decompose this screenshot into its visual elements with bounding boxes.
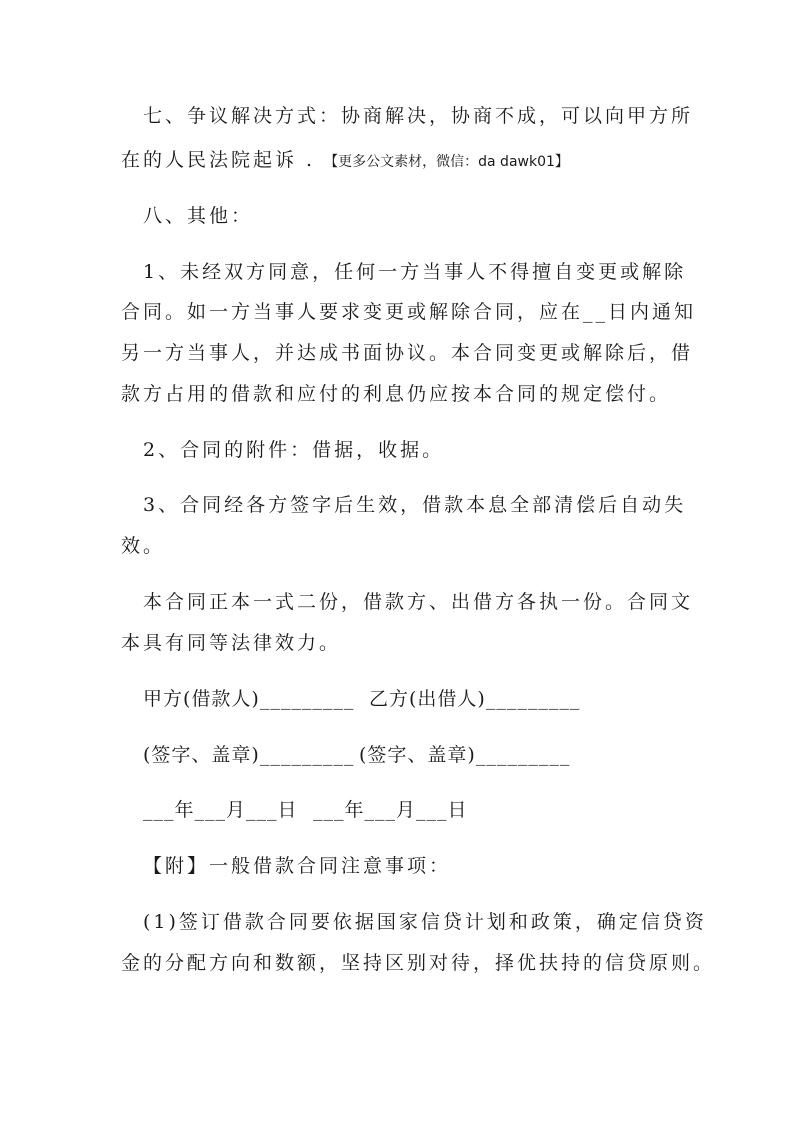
section8-heading: 八、其他： xyxy=(143,205,254,227)
copies-line2: 本具有同等法律效力。 xyxy=(121,632,342,654)
section7-line2 xyxy=(121,147,681,175)
appendix-item1-line1: (1)签订借款合同要依据国家信贷计划和政策，确定信贷资 xyxy=(143,911,707,933)
section8-item2: 2、合同的附件：借据，收据。 xyxy=(143,439,445,461)
section8-item1-line3: 另一方当事人，并达成书面协议。本合同变更或解除后，借 xyxy=(121,342,694,364)
party-b-date: ___年___月___日 xyxy=(313,799,468,821)
party-b-sign: (签字、盖章)_________ xyxy=(359,744,571,766)
section8-item1-line2: 合同。如一方当事人要求变更或解除合同，应在__日内通知 xyxy=(121,301,697,323)
section8-item1-line1: 1、未经双方同意，任何一方当事人不得擅自变更或解除 xyxy=(143,261,687,283)
section8-item3-line2: 效。 xyxy=(121,535,166,557)
party-a-sign: (签字、盖章)_________ xyxy=(143,744,355,766)
section8-item1-line4: 款方占用的借款和应付的利息仍应按本合同的规定偿付。 xyxy=(121,383,672,405)
appendix-item1-line2: 金的分配方向和数额，坚持区别对待，择优扶持的信贷原则。 xyxy=(121,952,716,974)
party-b-label: 乙方(出借人)_________ xyxy=(369,688,581,710)
promo-note: 【更多公文素材，微信：da dawk01】 xyxy=(324,154,569,170)
party-a-label: 甲方(借款人)_________ xyxy=(143,688,355,710)
appendix-heading: 【附】一般借款合同注意事项： xyxy=(143,855,452,877)
section7-line1: 七、争议解决方式：协商解决，协商不成，可以向甲方所 xyxy=(143,105,694,127)
section7-line2-text: 在的人民法院起诉 . xyxy=(121,149,316,171)
section8-item3-line1: 3、合同经各方签字后生效，借款本息全部清偿后自动失 xyxy=(143,494,687,516)
copies-line1: 本合同正本一式二份，借款方、出借方各执一份。合同文 xyxy=(143,591,694,613)
party-a-date: ___年___月___日 xyxy=(143,799,298,821)
